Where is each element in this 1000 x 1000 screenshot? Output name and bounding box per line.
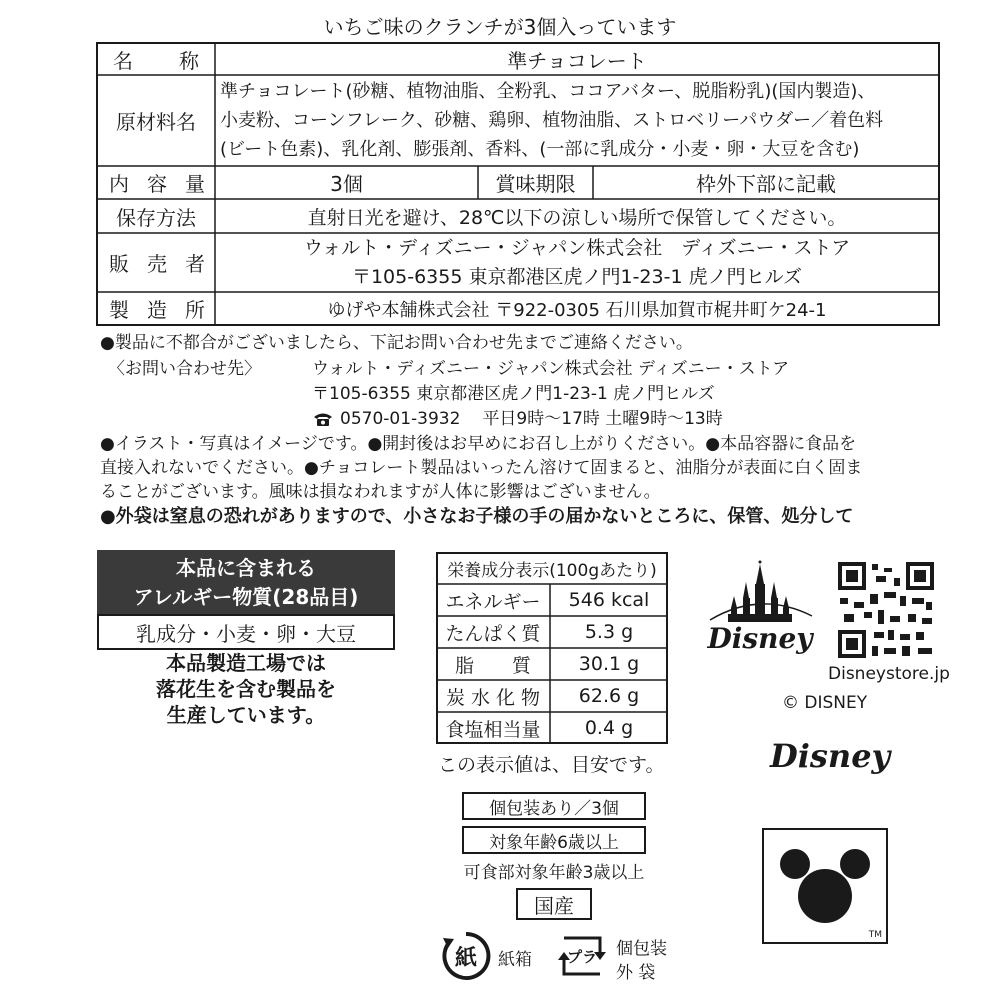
plastic-label-1: 個包装: [616, 939, 667, 959]
trademark-text: TM: [868, 930, 882, 940]
factory-line: 本品製造工場では: [166, 651, 326, 675]
value-contents: 3個: [330, 172, 363, 196]
contact-company: ウォルト・ディズニー・ジャパン株式会社 ディズニー・ストア: [312, 359, 790, 379]
qr-code: [838, 562, 934, 658]
label-char: 販: [109, 252, 129, 276]
label-char: 内: [109, 172, 129, 196]
label-expiry: 賞味期限: [495, 172, 576, 196]
edible-age-text: 可食部対象年齢3歳以上: [463, 863, 645, 883]
nutrition-value: 5.3 g: [584, 621, 634, 643]
value-ingredients: [220, 77, 936, 164]
seller-line: ウォルト・ディズニー・ジャパン株式会社 ディズニー・ストア: [303, 237, 851, 259]
nutrition-label: 脂 質: [454, 654, 531, 677]
nutrition-table: [436, 552, 668, 744]
seller-line: 〒105-6355 東京都港区虎ノ門1-23-1 虎ノ門ヒルズ: [351, 266, 803, 288]
value-name: 準チョコレート: [507, 48, 647, 73]
nutrition-note: この表示値は、目安です。: [438, 754, 665, 776]
notes-block: [100, 432, 950, 530]
notes-line: 直接入れないでください。●チョコレート製品はいったん溶けて固まると、油脂分が表面に白く固ま: [100, 458, 863, 478]
nutrition-title: 栄養成分表示(100gあたり): [447, 560, 657, 581]
ingredients-line: (ビート色素)、乳化剤、膨張剤、香料、(一部に乳成分・小麦・卵・大豆を含む): [220, 139, 860, 160]
header-text: いちご味のクランチが3個入っています: [323, 14, 677, 39]
individual-pack-box: 個包装あり／3個: [462, 792, 646, 820]
contact-phone: 0570-01-3932: [340, 409, 461, 429]
allergen-factory-note: [97, 650, 395, 728]
paper-label: 紙箱: [498, 950, 532, 970]
origin-box: 国産: [516, 888, 592, 920]
plastic-mark-text: プラ: [566, 947, 597, 966]
label-char: 称: [179, 48, 199, 73]
allergen-items: 乳成分・小麦・卵・大豆: [97, 614, 395, 650]
label-manufacturer: [97, 292, 215, 325]
label-char: 所: [185, 298, 205, 322]
label-ingredients: 原材料名: [116, 110, 196, 134]
factory-line: 生産しています。: [166, 703, 326, 727]
ingredients-line: 準チョコレート(砂糖、植物油脂、全粉乳、ココアバター、脱脂粉乳)(国内製造)、: [220, 81, 876, 102]
contact-hours: 平日9時～17時 土曜9時～13時: [482, 409, 723, 429]
mickey-head-icon: [764, 830, 886, 942]
copyright-text: © DISNEY: [782, 693, 868, 713]
label-seller: [97, 233, 215, 292]
label-char: 者: [185, 252, 205, 276]
nutrition-value: 546 kcal: [568, 589, 650, 611]
nutrition-label: 炭 水 化 物: [445, 686, 541, 709]
phone-icon: [312, 410, 334, 428]
label-char: 売: [147, 252, 167, 276]
label-storage: 保存方法: [116, 205, 196, 230]
label-contents: [97, 166, 215, 199]
qr-code-icon: [838, 562, 934, 658]
contact-address: 〒105-6355 東京都港区虎ノ門1-23-1 虎ノ門ヒルズ: [312, 384, 715, 404]
mickey-logo-box: [762, 828, 888, 944]
notes-line: ることがございます。風味は損なわれますが人体に影響はございません。: [100, 482, 661, 502]
nutrition-label: エネルギー: [445, 590, 541, 613]
plastic-label-2: 外 袋: [616, 963, 656, 983]
spec-table: [0, 0, 1000, 330]
website-text: Disneystore.jp: [828, 664, 950, 684]
notes-line: ●イラスト・写真はイメージです。●開封後はお早めにお召し上がりください。●本品容器に食品を: [100, 434, 857, 454]
label-char: 量: [185, 172, 205, 196]
nutrition-label: 食塩相当量: [445, 718, 541, 741]
label-char: 容: [147, 172, 167, 196]
disney-logo-text: Disney: [707, 621, 813, 655]
disney-castle-logo: [700, 560, 820, 660]
contact-phone-row: [312, 406, 723, 432]
disney-script-logo: Disney: [770, 737, 891, 775]
plastic-recycle-mark: [554, 930, 610, 982]
allergen-header: [97, 550, 395, 616]
age-box: 対象年齢6歳以上: [462, 826, 646, 854]
allergen-title-line: アレルギー物質(28品目): [133, 585, 359, 609]
ingredients-line: 小麦粉、コーンフレーク、砂糖、鶏卵、植物油脂、ストロベリーパウダー／着色料: [220, 110, 884, 131]
value-storage: 直射日光を避け、28℃以下の涼しい場所で保管してください。: [307, 206, 847, 229]
label-name: [97, 43, 215, 75]
contact-label: 〈お問い合わせ先〉: [108, 359, 261, 379]
contact-line-1: ●製品に不都合がございましたら、下記お問い合わせ先までご連絡ください。: [100, 333, 693, 353]
label-char: 製: [109, 298, 129, 322]
value-manufacturer: ゆげや本舗株式会社 〒922-0305 石川県加賀市梶井町ケ24-1: [327, 299, 827, 321]
label-char: 造: [147, 298, 167, 322]
nutrition-value: 62.6 g: [578, 685, 640, 707]
nutrition-value: 0.4 g: [584, 717, 634, 739]
allergen-title-line: 本品に含まれる: [176, 556, 316, 580]
notes-bold-line: ●外袋は窒息の恐れがありますので、小さなお子様の手の届かないところに、保管、処分して: [100, 506, 854, 527]
nutrition-value: 30.1 g: [578, 653, 640, 675]
paper-mark-text: 紙: [454, 945, 477, 971]
nutrition-label: たんぱく質: [445, 622, 541, 645]
value-expiry: 枠外下部に記載: [696, 172, 836, 196]
paper-recycle-mark: [440, 930, 492, 982]
label-char: 名: [113, 48, 133, 73]
value-seller: [215, 234, 939, 292]
factory-line: 落花生を含む製品を: [156, 677, 336, 701]
